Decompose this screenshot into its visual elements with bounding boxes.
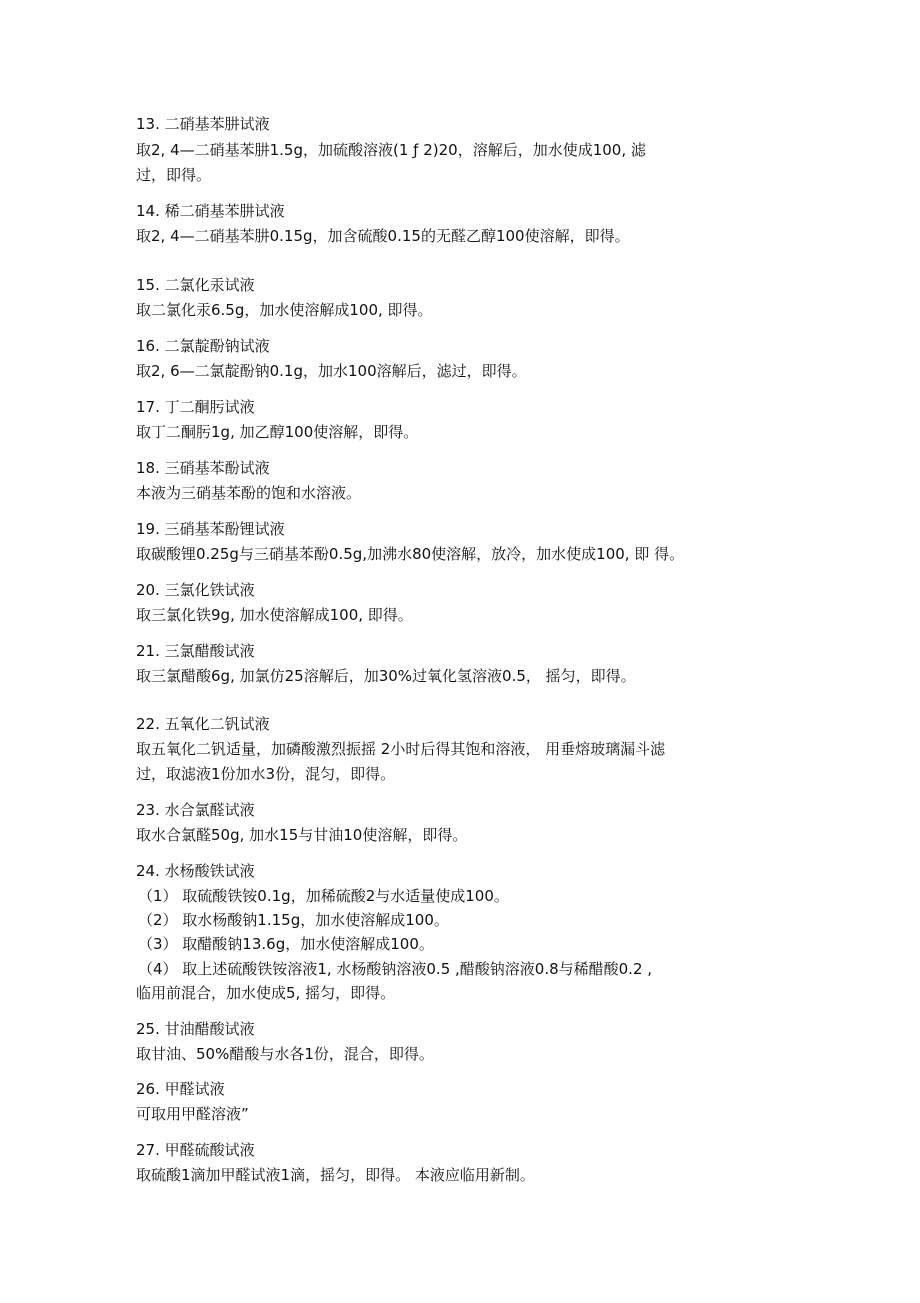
entry-15-line-1: 取二氯化汞6.5g，加水使溶解成100, 即得。 <box>136 301 433 319</box>
entry-27-line-1: 取硫酸1滴加甲醛试液1滴，摇匀，即得。 本液应临用新制。 <box>136 1166 535 1184</box>
entry-24-line-1: （1） 取硫酸铁铵0.1g，加稀硫酸2与水适量使成100。 <box>138 887 509 905</box>
entry-17-line-1: 取丁二酮肟1g, 加乙醇100使溶解，即得。 <box>136 423 419 441</box>
entry-16-title: 16. 二氯靛酚钠试液 <box>136 337 270 355</box>
entry-25-title: 25. 甘油醋酸试液 <box>136 1020 255 1038</box>
entry-25-line-1: 取甘油、50%醋酸与水各1份，混合，即得。 <box>136 1045 434 1063</box>
entry-24-line-5: 临用前混合，加水使成5, 摇匀，即得。 <box>136 984 396 1002</box>
entry-22-line-2: 过，取滤液1份加水3份，混匀，即得。 <box>136 765 396 783</box>
entry-27-title: 27. 甲醛硫酸试液 <box>136 1141 255 1159</box>
entry-21-title: 21. 三氯醋酸试液 <box>136 642 255 660</box>
entry-26-title: 26. 甲醛试液 <box>136 1080 225 1098</box>
entry-14-title: 14. 稀二硝基苯肼试液 <box>136 202 285 220</box>
entry-22-title: 22. 五氧化二钒试液 <box>136 715 270 733</box>
entry-26-line-1: 可取用甲醛溶液” <box>136 1105 249 1123</box>
entry-24-line-2: （2） 取水杨酸钠1.15g，加水使溶解成100。 <box>138 911 449 929</box>
entry-23-title: 23. 水合氯醛试液 <box>136 801 255 819</box>
entry-23-line-1: 取水合氯醛50g, 加水15与甘油10使溶解，即得。 <box>136 826 468 844</box>
entry-20-line-1: 取三氯化铁9g, 加水使溶解成100, 即得。 <box>136 606 413 624</box>
entry-13-line-1: 取2, 4—二硝基苯肼1.5g，加硫酸溶液(1 ƒ 2)20，溶解后，加水使成100, 滤 <box>136 141 646 159</box>
entry-19-title: 19. 三硝基苯酚锂试液 <box>136 520 285 538</box>
entry-13-title: 13. 二硝基苯肼试液 <box>136 115 270 133</box>
entry-22-line-1: 取五氧化二钒适量，加磷酸激烈振摇 2小时后得其饱和溶液， 用垂熔玻璃漏斗滤 <box>136 740 666 758</box>
entry-20-title: 20. 三氯化铁试液 <box>136 581 255 599</box>
entry-24-line-4: （4） 取上述硫酸铁铵溶液1, 水杨酸钠溶液0.5 ,醋酸钠溶液0.8与稀醋酸0.2 , <box>138 960 653 978</box>
entry-16-line-1: 取2, 6—二氯靛酚钠0.1g，加水100溶解后，滤过，即得。 <box>136 362 527 380</box>
entry-18-line-1: 本液为三硝基苯酚的饱和水溶液。 <box>136 484 362 502</box>
entry-13-line-2: 过，即得。 <box>136 166 212 184</box>
entry-14-line-1: 取2, 4—二硝基苯肼0.15g，加含硫酸0.15的无醛乙醇100使溶解，即得。 <box>136 227 630 245</box>
entry-18-title: 18. 三硝基苯酚试液 <box>136 459 270 477</box>
entry-21-line-1: 取三氯醋酸6g, 加氯仿25溶解后，加30%过氧化氢溶液0.5， 摇匀，即得。 <box>136 667 636 685</box>
entry-24-title: 24. 水杨酸铁试液 <box>136 862 255 880</box>
entry-15-title: 15. 二氯化汞试液 <box>136 276 255 294</box>
entry-19-line-1: 取碳酸锂0.25g与三硝基苯酚0.5g,加沸水80使溶解，放冷，加水使成100, 即 得。 <box>136 545 685 563</box>
entry-24-line-3: （3） 取醋酸钠13.6g，加水使溶解成100。 <box>138 935 434 953</box>
entry-17-title: 17. 丁二酮肟试液 <box>136 398 255 416</box>
